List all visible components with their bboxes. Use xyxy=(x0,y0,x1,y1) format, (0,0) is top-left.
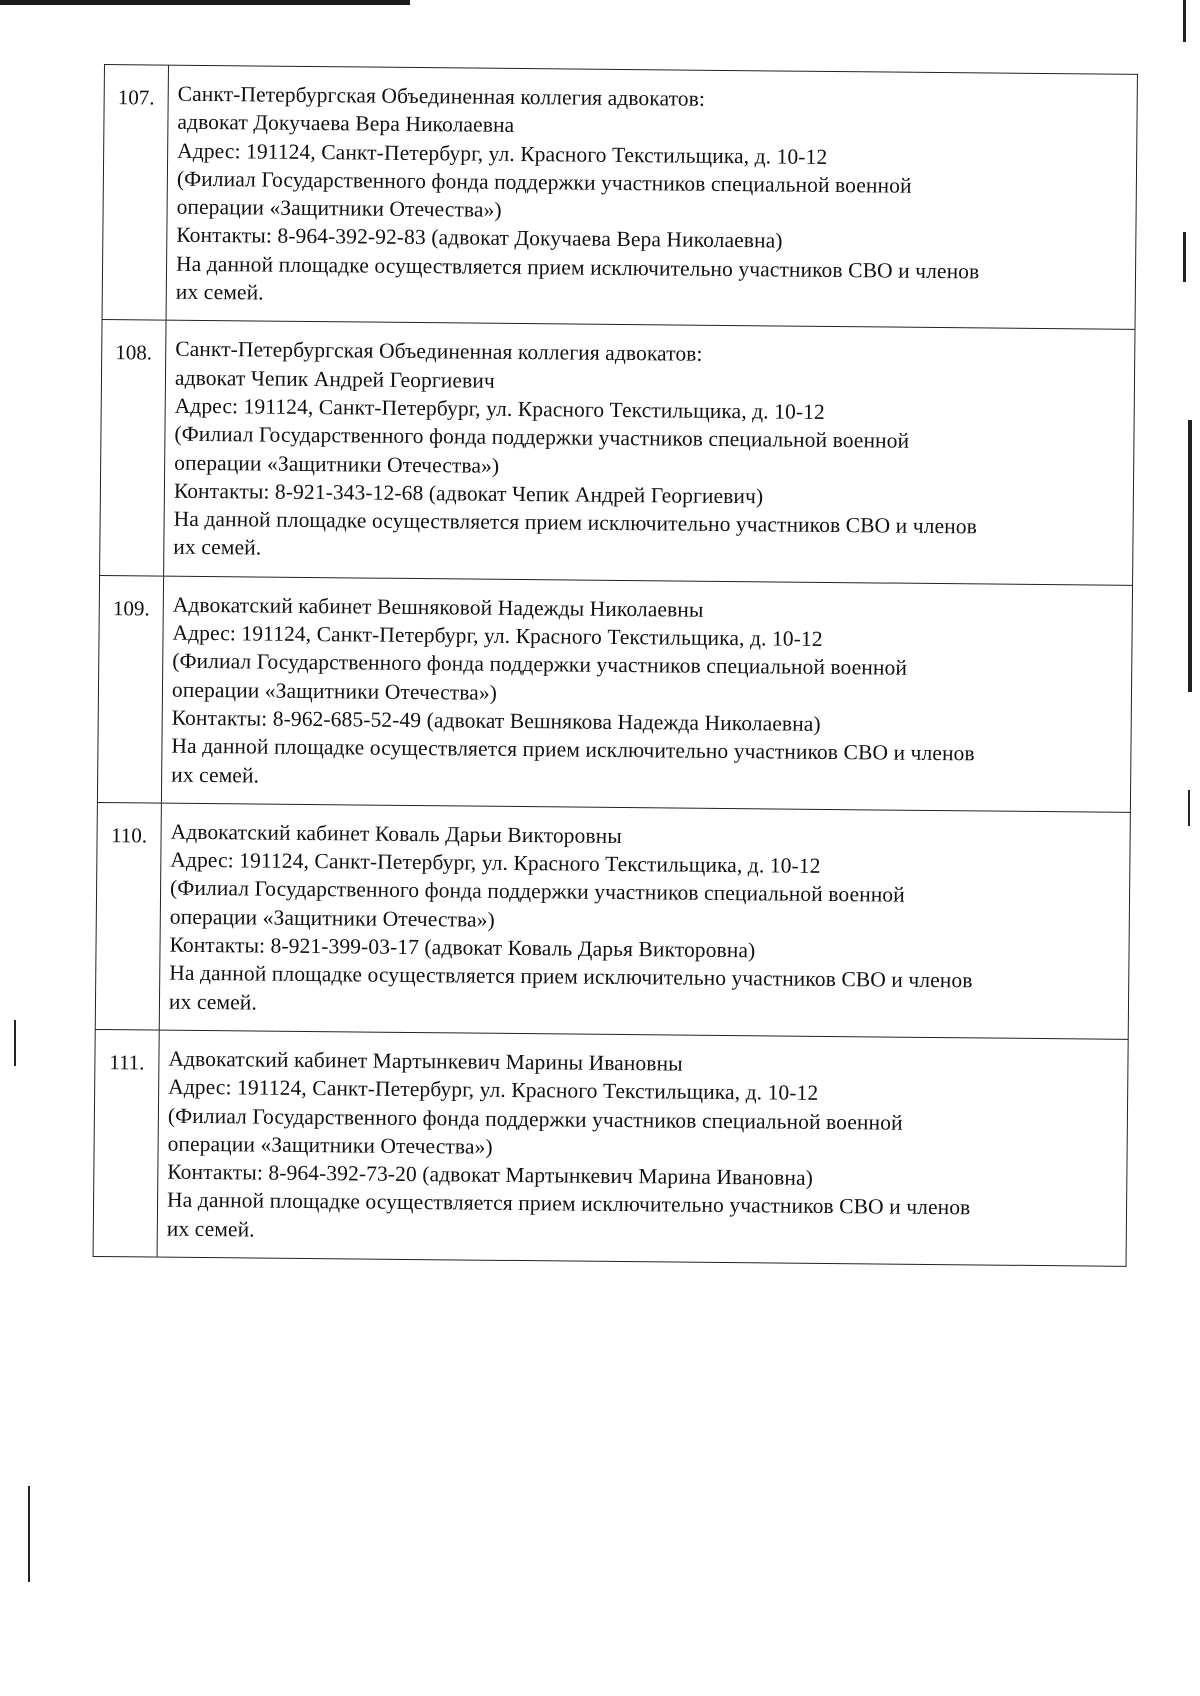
row-content xyxy=(158,1030,1128,1265)
scan-edge-line xyxy=(0,0,410,5)
table-row xyxy=(99,319,1135,584)
row-number: 108. xyxy=(100,320,166,575)
note-line: На данной площадке осуществляется прием исключительно участников СВО и членов xyxy=(175,251,980,284)
organization-line: Санкт-Петербургская Объединенная коллегия адвокатов: xyxy=(175,337,703,367)
note-line-cont: их семей. xyxy=(173,535,262,560)
note-line: На данной площадке осуществляется прием исключительно участников СВО и членов xyxy=(171,733,975,766)
address-line: Адрес: 191124, Санкт-Петербург, ул. Красного Текстильщика, д. 10-12 xyxy=(177,138,828,169)
row-number: 109. xyxy=(98,576,164,803)
note-line: На данной площадке осуществляется прием исключительно участников СВО и членов xyxy=(173,506,978,539)
branch-line-cont: операции «Защитники Отечества») xyxy=(171,677,498,705)
note-line-cont: их семей. xyxy=(175,279,264,305)
row-content xyxy=(167,66,1137,330)
scan-edge-mark xyxy=(28,1486,30,1582)
branch-line-cont: операции «Защитники Отечества») xyxy=(176,194,502,223)
organization-line: Санкт-Петербургская Объединенная коллегия адвокатов: xyxy=(177,81,706,111)
note-line-cont: их семей. xyxy=(166,1216,255,1242)
scan-edge-mark xyxy=(1183,232,1186,282)
address-line: Адрес: 191124, Санкт-Петербург, ул. Красного Текстильщика, д. 10-12 xyxy=(172,620,823,651)
lawyers-table xyxy=(93,64,1138,1267)
contacts-line: Контакты: 8-964-392-73-20 (адвокат Мартынкевич Марина Ивановна) xyxy=(167,1159,814,1190)
row-content xyxy=(160,803,1130,1038)
row-number: 107. xyxy=(103,65,169,320)
contacts-line: Контакты: 8-921-399-03-17 (адвокат Коваль Дарья Викторовна) xyxy=(169,932,756,963)
note-line: На данной площадке осуществляется прием исключительно участников СВО и членов xyxy=(166,1188,971,1220)
scan-edge-mark xyxy=(1188,790,1190,826)
table-row xyxy=(102,64,1138,329)
branch-line-cont: операции «Защитники Отечества») xyxy=(167,1131,493,1159)
organization-line: Адвокатский кабинет Коваль Дарьи Викторовны xyxy=(170,819,622,848)
scan-edge-mark xyxy=(1183,0,1186,42)
branch-line: (Филиал Государственного фонда поддержки участников специальной военной xyxy=(167,1103,903,1135)
table-row xyxy=(97,575,1133,812)
contacts-line: Контакты: 8-921-343-12-68 (адвокат Чепик Андрей Георгиевич) xyxy=(173,478,764,509)
row-number: 110. xyxy=(96,803,162,1030)
note-line-cont: их семей. xyxy=(171,762,260,788)
organization-line: Адвокатский кабинет Мартынкевич Марины Ивановны xyxy=(168,1046,683,1076)
lawyer-name-line: адвокат Чепик Андрей Георгиевич xyxy=(174,365,495,393)
branch-line-cont: операции «Защитники Отечества») xyxy=(169,904,495,932)
scan-edge-mark xyxy=(14,1020,16,1066)
note-line-cont: их семей. xyxy=(168,989,258,1015)
table-row xyxy=(93,1029,1129,1267)
table-row xyxy=(95,802,1131,1039)
scan-edge-mark xyxy=(1188,420,1192,692)
row-number: 111. xyxy=(94,1030,160,1257)
address-line: Адрес: 191124, Санкт-Петербург, ул. Красного Текстильщика, д. 10-12 xyxy=(174,393,825,424)
row-content xyxy=(164,321,1134,585)
branch-line: (Филиал Государственного фонда поддержки участников специальной военной xyxy=(172,649,908,681)
branch-line: (Филиал Государственного фонда поддержки участников специальной военной xyxy=(174,421,910,454)
branch-line: (Филиал Государственного фонда поддержки участников специальной военной xyxy=(176,166,912,198)
lawyer-name-line: адвокат Докучаева Вера Николаевна xyxy=(177,110,515,138)
address-line: Адрес: 191124, Санкт-Петербург, ул. Красного Текстильщика, д. 10-12 xyxy=(170,847,821,879)
branch-line: (Филиал Государственного фонда поддержки участников специальной военной xyxy=(169,876,905,908)
organization-line: Адвокатский кабинет Вешняковой Надежды Николаевны xyxy=(172,592,704,622)
row-content xyxy=(162,576,1132,811)
note-line: На данной площадке осуществляется прием исключительно участников СВО и членов xyxy=(169,960,973,993)
contacts-line: Контакты: 8-964-392-92-83 (адвокат Докучаева Вера Николаевна) xyxy=(176,223,783,254)
branch-line-cont: операции «Защитники Отечества») xyxy=(174,450,500,478)
address-line: Адрес: 191124, Санкт-Петербург, ул. Красного Текстильщика, д. 10-12 xyxy=(168,1074,819,1106)
contacts-line: Контакты: 8-962-685-52-49 (адвокат Вешнякова Надежда Николаевна) xyxy=(171,705,821,736)
